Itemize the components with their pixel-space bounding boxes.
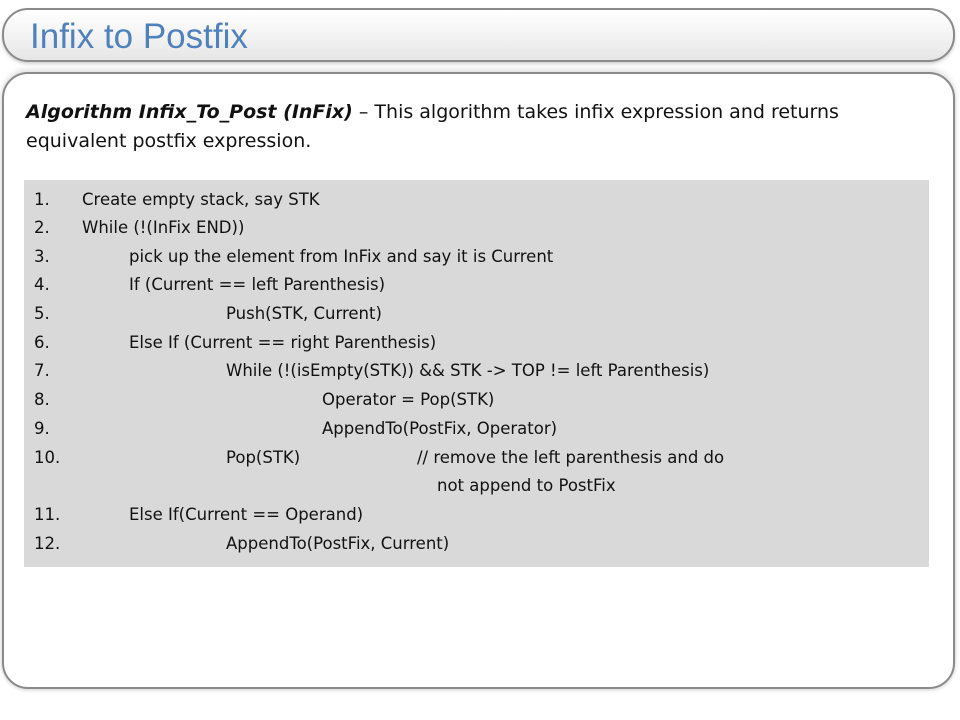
step-comment: // remove the left parenthesis and do <box>417 448 725 467</box>
step-number: 11. <box>34 505 61 524</box>
step-text: Else If(Current == Operand) <box>129 505 364 524</box>
step-number: 8. <box>34 390 50 409</box>
algorithm-box <box>24 180 929 567</box>
title-bar <box>2 8 955 62</box>
step-number: 12. <box>34 534 61 553</box>
step-text: AppendTo(PostFix, Current) <box>226 534 450 553</box>
step-text: Pop(STK) <box>226 448 301 467</box>
step-text: Else If (Current == right Parenthesis) <box>129 333 437 352</box>
step-number: 10. <box>34 448 61 467</box>
algorithm-name: Algorithm Infix_To_Post (InFix) <box>26 101 353 123</box>
step-number: 7. <box>34 361 50 380</box>
step-text: AppendTo(PostFix, Operator) <box>322 419 558 438</box>
step-text: Create empty stack, say STK <box>82 190 320 209</box>
step-text: If (Current == left Parenthesis) <box>129 275 386 294</box>
step-text: Operator = Pop(STK) <box>322 390 495 409</box>
step-text: While (!(InFix END)) <box>82 218 245 237</box>
step-number: 4. <box>34 275 50 294</box>
step-number: 5. <box>34 304 50 323</box>
step-comment-continuation: not append to PostFix <box>437 476 616 495</box>
step-number: 1. <box>34 190 50 209</box>
step-text: pick up the element from InFix and say it is Current <box>129 247 554 266</box>
intro-paragraph <box>26 98 931 156</box>
step-text: Push(STK, Current) <box>226 304 382 323</box>
step-number: 2. <box>34 218 50 237</box>
step-number: 6. <box>34 333 50 352</box>
step-number: 9. <box>34 419 50 438</box>
algorithm-description: – This algorithm takes infix expression and returns equivalent postfix expression. <box>26 101 839 152</box>
slide-title: Infix to Postfix <box>30 17 248 56</box>
step-text: While (!(isEmpty(STK)) && STK -> TOP != left Parenthesis) <box>226 361 710 380</box>
step-number: 3. <box>34 247 50 266</box>
